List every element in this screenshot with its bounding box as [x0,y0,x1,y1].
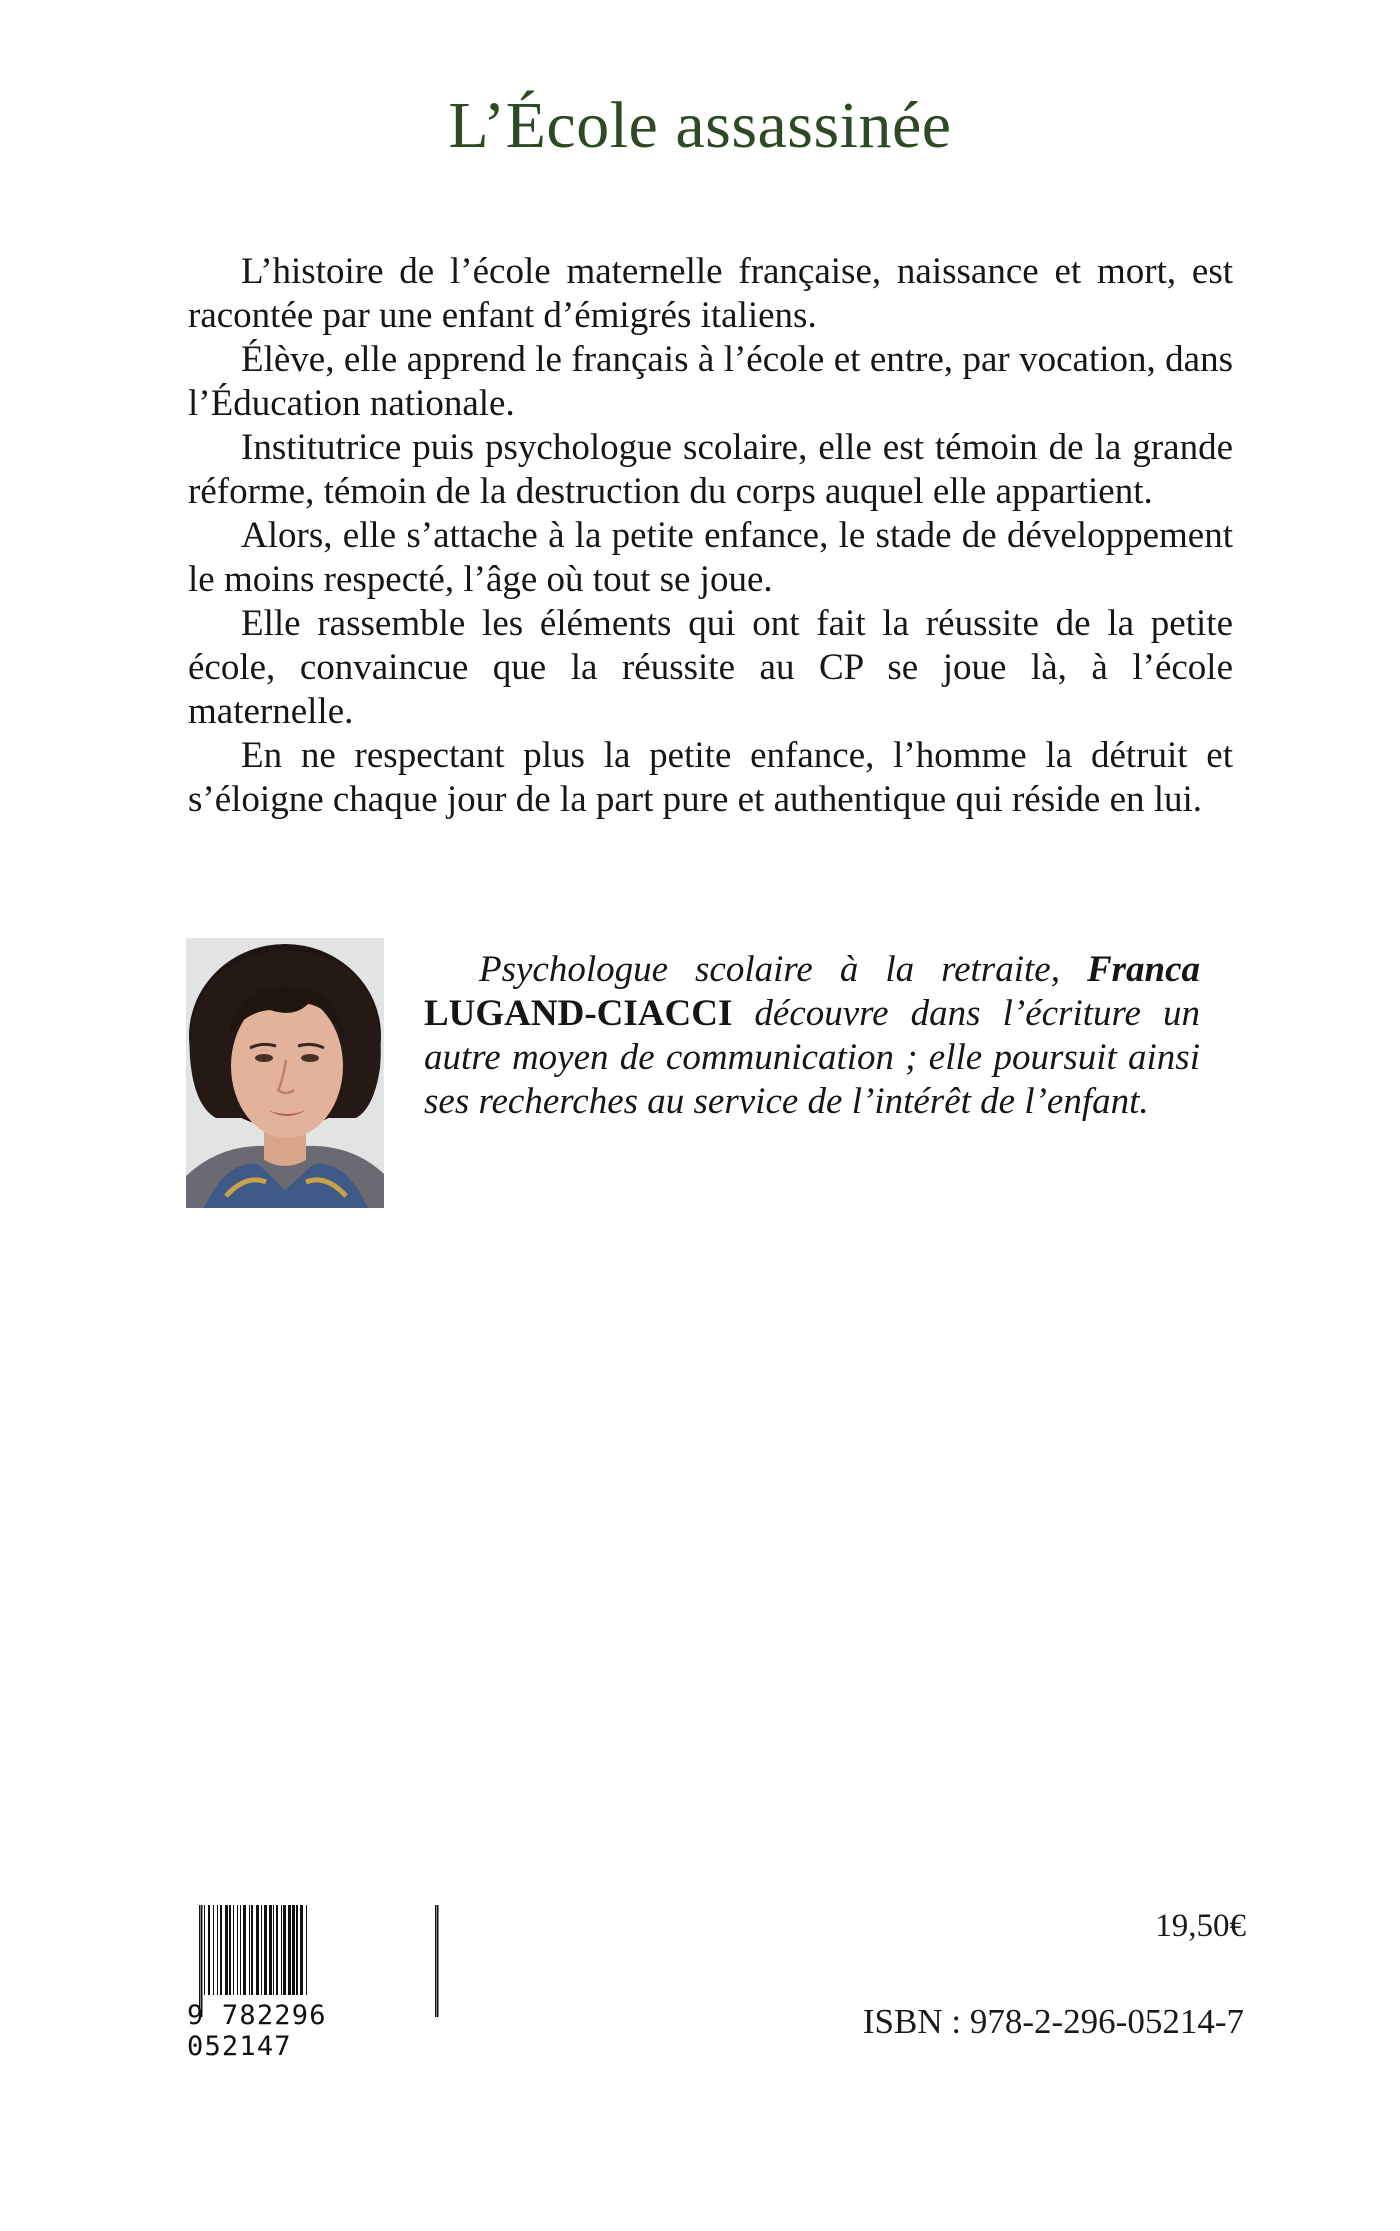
barcode-bar [213,1905,214,1995]
barcode-bar [217,1905,218,1995]
barcode-bar [296,1905,298,1995]
isbn: ISBN : 978-2-296-05214-7 [862,2002,1244,2041]
blurb-paragraph: Elle rassemble les éléments qui ont fait la réussite de la petite école, convaincue que la réussite au CP se joue là, à l’école maternelle. [188,603,1233,732]
barcode-bar [281,1905,282,1995]
barcode-bar [283,1905,286,1995]
blurb-paragraph: Alors, elle s’attache à la petite enfance, le stade de développement le moins respecté, l’âge où tout se joue. [188,515,1233,600]
barcode-bar [306,1905,307,1995]
barcode-bar [256,1905,259,1995]
barcode-bar [204,1905,205,1995]
barcode-bar [288,1905,291,1995]
bio-rest: découvre dans l’écriture un autre moyen de communication ; elle poursuit ainsi ses recherches au service de l’intérêt de l’enfant. [424,993,1200,1122]
book-title: L’École assassinée [448,89,952,162]
blurb-paragraph: En ne respectant plus la petite enfance, l’homme la détruit et s’éloigne chaque jour de la part pure et authentique qui réside en lui. [188,735,1233,820]
barcode-bar [251,1905,253,1995]
barcode-bar [208,1905,210,1995]
barcode-bar [292,1905,295,1995]
barcode-bar [249,1905,250,1995]
author-first-name: Franca [1086,949,1201,990]
barcode-bar [233,1905,234,1995]
barcode-bar [261,1905,262,1995]
barcode-bar [273,1905,274,1995]
barcode-bar [276,1905,278,1995]
barcode-number: 9 782296 052147 [187,2000,327,2062]
blurb-paragraph: L’histoire de l’école maternelle française, naissance et mort, est racontée par une enfant d’émigrés italiens. [188,251,1233,336]
barcode-bar [269,1905,272,1995]
barcode-bar [220,1905,222,1995]
barcode-bar [243,1905,246,1995]
barcode-bar [264,1905,267,1995]
barcode-bar [300,1905,303,1995]
price: 19,50€ [1155,1908,1246,1944]
barcode-bar [240,1905,241,1995]
author-photo [186,938,384,1208]
barcode-bar [225,1905,228,1995]
author-last-name: LUGAND-CIACCI [424,993,733,1034]
blurb-paragraph: Institutrice puis psychologue scolaire, elle est témoin de la grande réforme, témoin de la destruction du corps auquel elle appartient. [188,427,1233,512]
barcode-bar [229,1905,231,1995]
barcode-bar [237,1905,238,1995]
bio-intro: Psychologue scolaire à la retraite, [479,949,1060,990]
author-portrait-icon [186,938,384,1208]
blurb-paragraph: Élève, elle apprend le français à l’école et entre, par vocation, dans l’Éducation nationale. [188,339,1233,424]
back-cover-blurb [188,250,1233,822]
author-bio [424,948,1200,1124]
